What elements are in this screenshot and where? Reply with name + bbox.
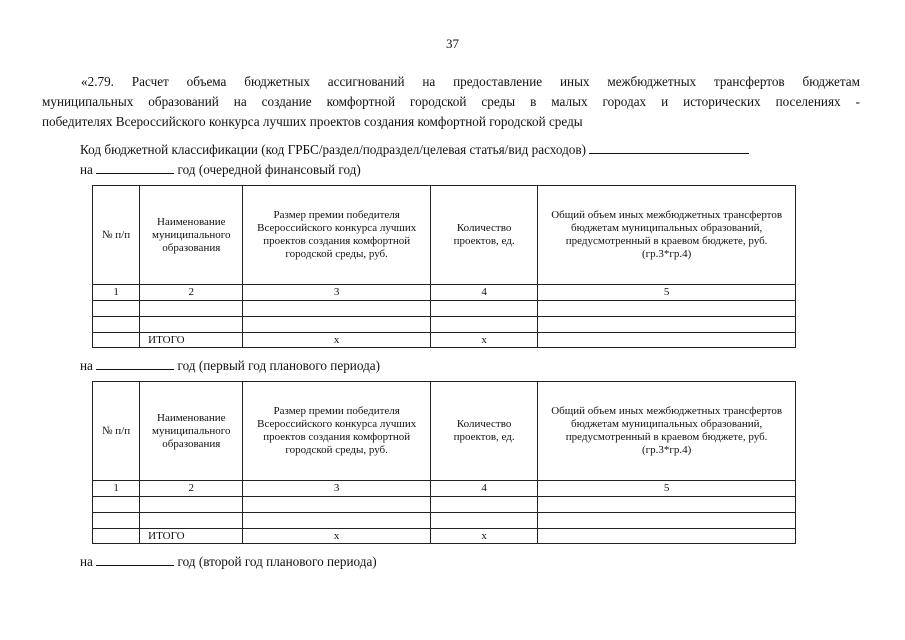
table-cell — [93, 513, 140, 529]
table-row — [93, 301, 796, 317]
column-number-row — [93, 481, 796, 497]
header-cell: Наименование муниципального образования — [140, 186, 243, 285]
header-cell: Количество проектов, ед. — [430, 186, 537, 285]
column-number: 5 — [538, 285, 796, 301]
table-cell — [93, 529, 140, 544]
column-number: 2 — [140, 285, 243, 301]
kbk-label: Код бюджетной классификации (код ГРБС/раздел/подраздел/целевая статья/вид расходов) — [80, 142, 586, 157]
column-number: 1 — [93, 481, 140, 497]
year-label-first: год (первый год планового периода) — [177, 358, 381, 373]
budget-table-first-year — [92, 381, 796, 544]
column-number: 1 — [93, 285, 140, 301]
table-cell — [93, 497, 140, 513]
table-header-row — [93, 186, 796, 285]
table-cell — [140, 497, 243, 513]
column-number: 3 — [243, 481, 431, 497]
table-row — [93, 497, 796, 513]
total-cell: x — [430, 333, 537, 348]
table-cell — [93, 317, 140, 333]
total-cell: x — [243, 333, 431, 348]
column-number: 2 — [140, 481, 243, 497]
header-cell: Наименование муниципального образования — [140, 382, 243, 481]
table-cell — [140, 301, 243, 317]
paragraph-line-2: муниципальных образований на создание комфортной городской среды в малых городах и исторических поселениях - — [42, 94, 860, 109]
paragraph-line-1: «2.79. Расчет объема бюджетных ассигнований на предоставление иных межбюджетных трансфертов бюджетам — [81, 74, 860, 89]
year-blank — [96, 553, 174, 566]
table-cell — [243, 301, 431, 317]
total-cell: x — [243, 529, 431, 544]
total-cell — [538, 529, 796, 544]
column-number: 5 — [538, 481, 796, 497]
year-label-second: год (второй год планового периода) — [177, 554, 377, 569]
header-cell: Общий объем иных межбюджетных трансфертов бюджетам муниципальных образований, предусмотренный в краевом бюджете, руб. (гр.3*гр.4) — [538, 382, 796, 481]
table-cell — [93, 333, 140, 348]
table-header-row — [93, 382, 796, 481]
table-row — [93, 513, 796, 529]
table-cell — [538, 513, 796, 529]
table-cell — [538, 301, 796, 317]
table-cell — [430, 317, 537, 333]
table-cell — [140, 513, 243, 529]
kbk-blank — [589, 141, 749, 154]
table-cell — [243, 497, 431, 513]
year-blank — [96, 357, 174, 370]
table-cell — [140, 317, 243, 333]
year-line-current — [80, 161, 361, 178]
column-number: 4 — [430, 285, 537, 301]
header-cell: Размер премии победителя Всероссийского конкурса лучших проектов создания комфортной городской среды, руб. — [243, 382, 431, 481]
total-label: ИТОГО — [140, 529, 243, 544]
total-cell: x — [430, 529, 537, 544]
header-cell: Размер премии победителя Всероссийского конкурса лучших проектов создания комфортной городской среды, руб. — [243, 186, 431, 285]
column-number: 4 — [430, 481, 537, 497]
paragraph-line-3: победителях Всероссийского конкурса лучших проектов создания комфортной городской среды — [42, 114, 583, 129]
kbk-line — [80, 141, 749, 158]
table-row — [93, 317, 796, 333]
page-number: 37 — [446, 36, 459, 51]
table-cell — [93, 301, 140, 317]
column-number-row — [93, 285, 796, 301]
year-blank — [96, 161, 174, 174]
year-line-first — [80, 357, 380, 374]
table-cell — [430, 301, 537, 317]
year-prefix: на — [80, 162, 93, 177]
table-cell — [430, 513, 537, 529]
column-number: 3 — [243, 285, 431, 301]
header-cell: № п/п — [93, 186, 140, 285]
header-cell: Общий объем иных межбюджетных трансфертов бюджетам муниципальных образований, предусмотренный в краевом бюджете, руб. (гр.3*гр.4) — [538, 186, 796, 285]
total-label: ИТОГО — [140, 333, 243, 348]
header-cell: № п/п — [93, 382, 140, 481]
table-cell — [538, 317, 796, 333]
table-cell — [538, 497, 796, 513]
table-cell — [243, 513, 431, 529]
year-prefix: на — [80, 358, 93, 373]
total-row — [93, 529, 796, 544]
table-cell — [430, 497, 537, 513]
year-prefix: на — [80, 554, 93, 569]
year-label-current: год (очередной финансовый год) — [177, 162, 361, 177]
header-cell: Количество проектов, ед. — [430, 382, 537, 481]
total-cell — [538, 333, 796, 348]
section-heading-paragraph — [42, 72, 860, 132]
table-cell — [243, 317, 431, 333]
budget-table-current-year — [92, 185, 796, 348]
total-row — [93, 333, 796, 348]
year-line-second — [80, 553, 377, 570]
